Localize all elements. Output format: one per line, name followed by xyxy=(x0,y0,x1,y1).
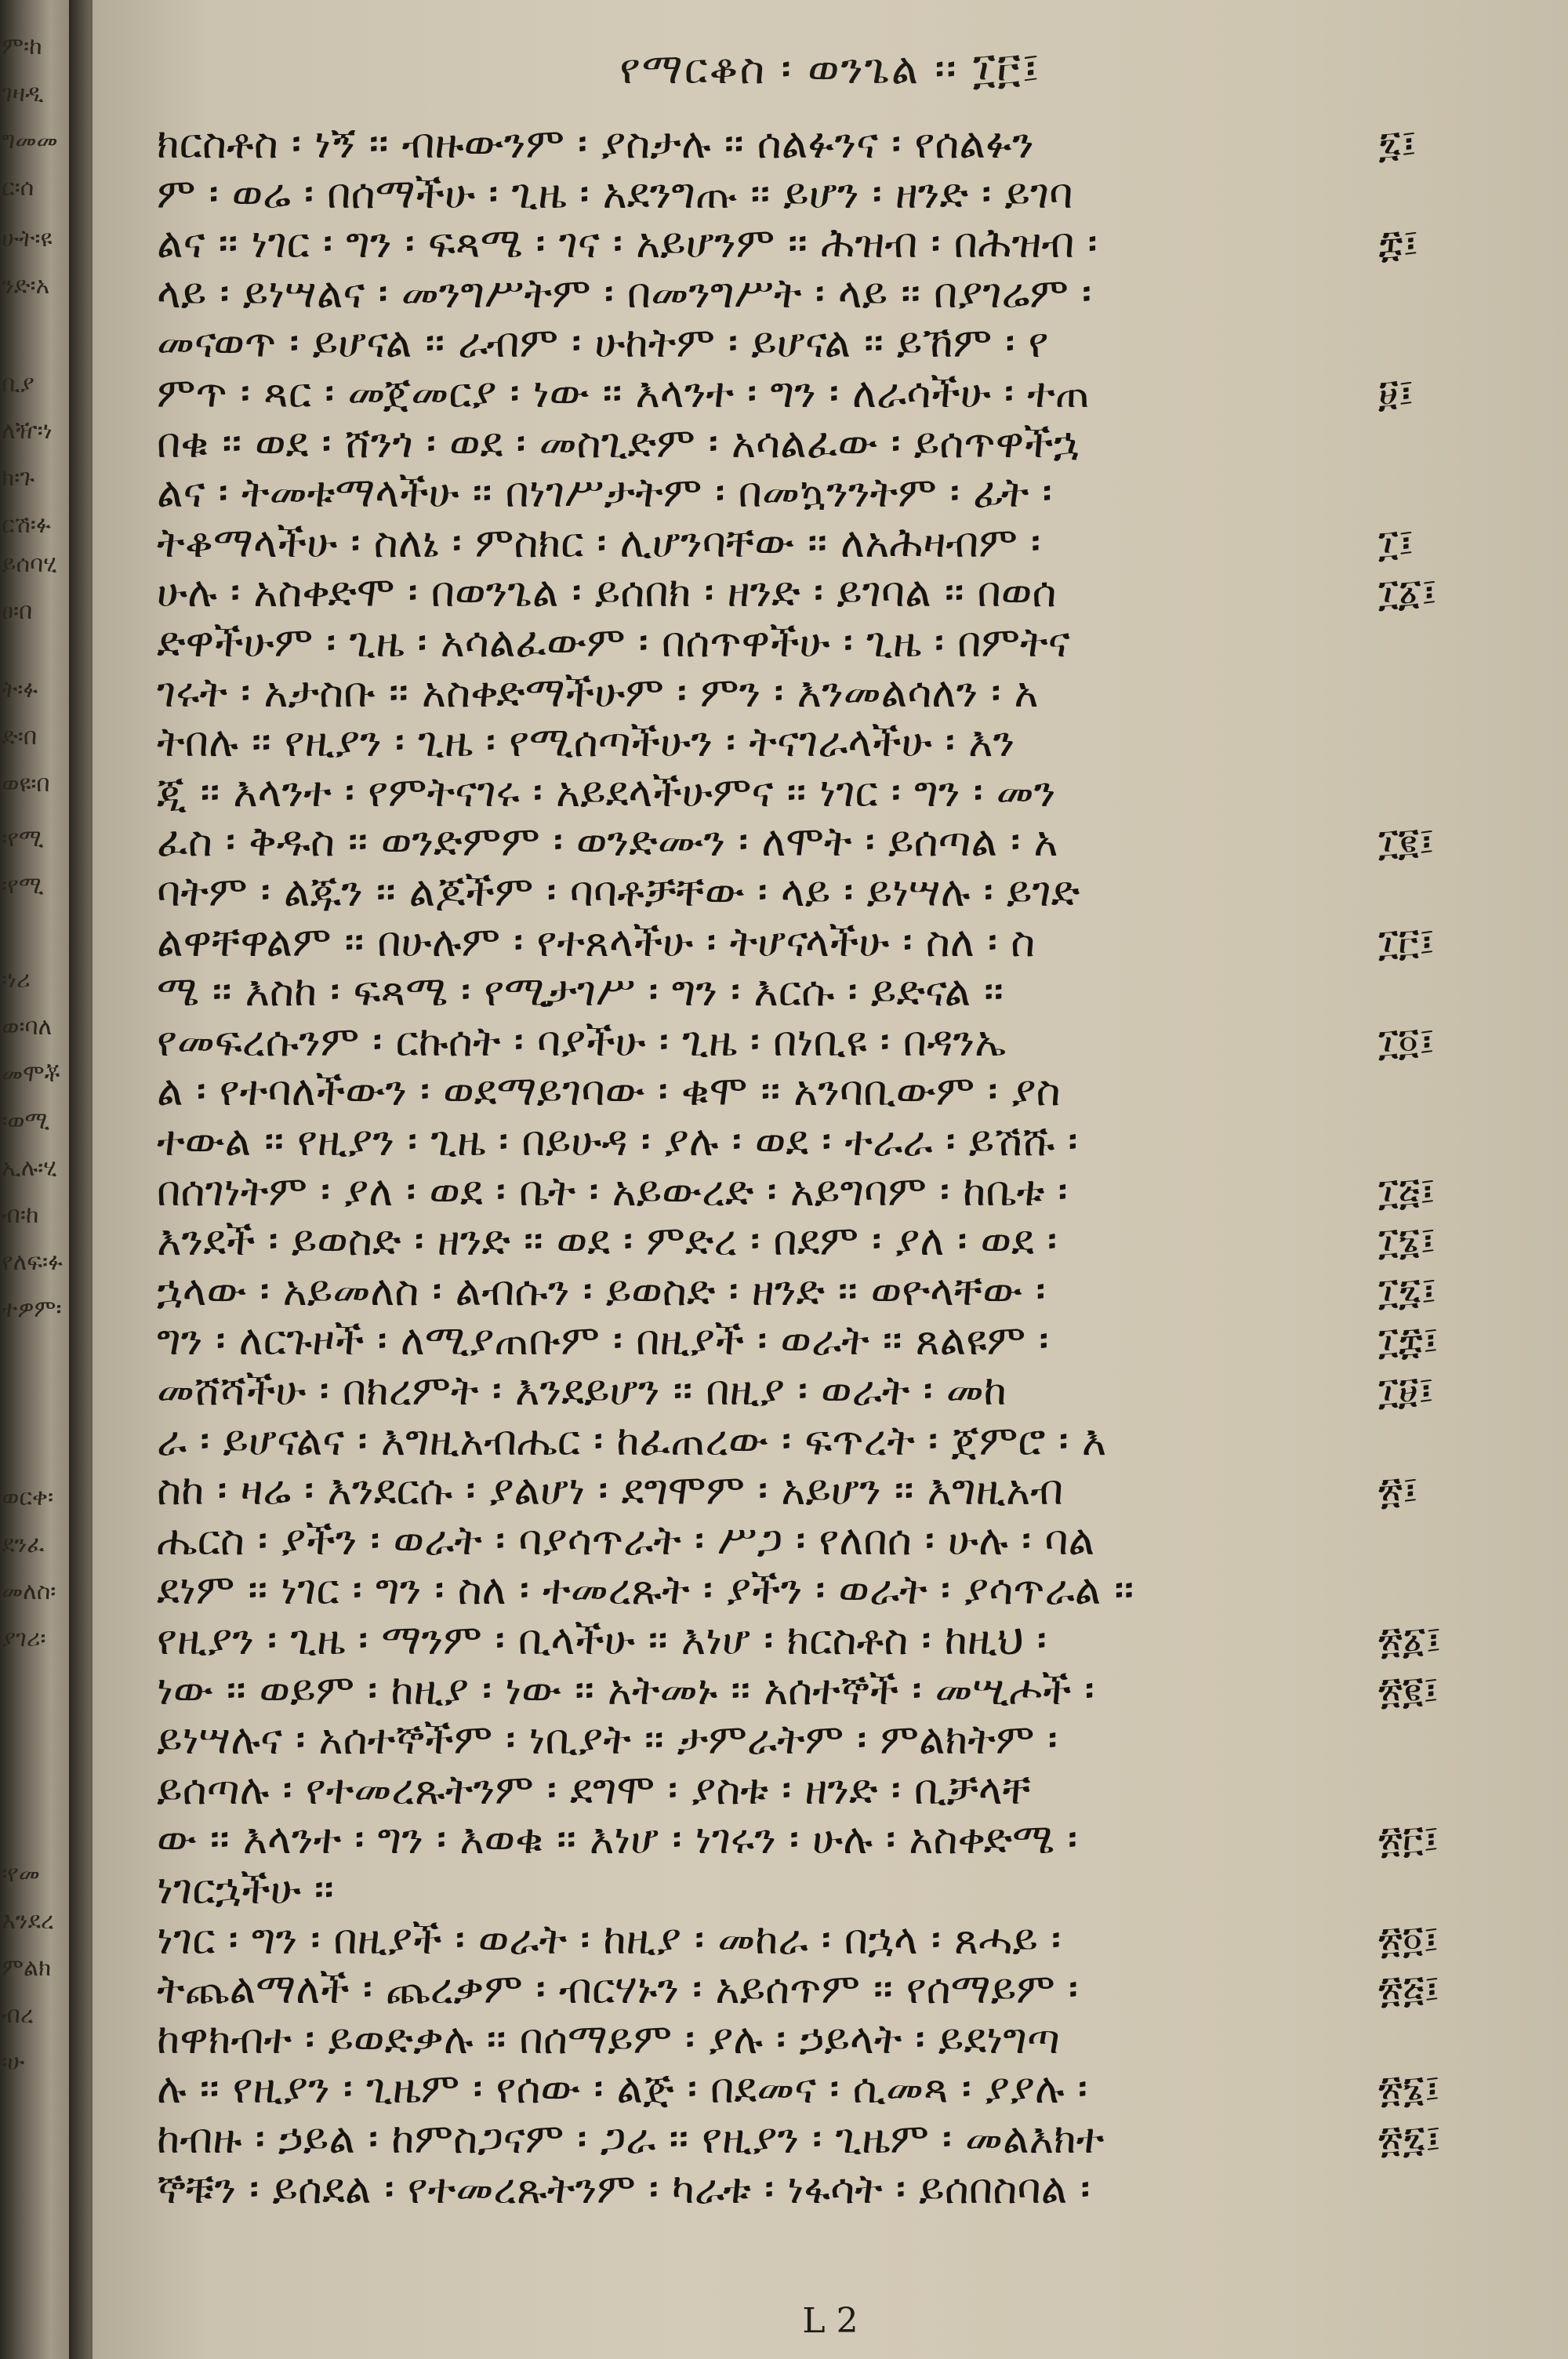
left-page-fragment: ርሽ፡ፉ xyxy=(2,511,52,539)
verse-number: ፲፬፤ xyxy=(1378,1020,1435,1064)
text-line: ክርስቶስ ፡ ነኝ ፡፡ ብዙውንም ፡ ያስታሉ ፡፡ ሰልፉንና ፡ የሰልፉን xyxy=(157,120,1034,168)
text-line: ው ፡፡ እላንተ ፡ ግን ፡ እወቁ ፡፡ እነሆ ፡ ነገሩን ፡ ሁሉ ፡ አስቀድሜ ፡ xyxy=(157,1816,1078,1863)
verse-number: ፯፤ xyxy=(1378,122,1417,166)
text-line: በቁ ፡፡ ወደ ፡ ሸንጎ ፡ ወደ ፡ መስጊድም ፡ አሳልፈው ፡ ይሰጥዋችኋ xyxy=(157,420,1080,467)
verse-number: ፲፫፤ xyxy=(1378,921,1435,965)
verse-number: ፲፰፤ xyxy=(1378,1319,1439,1363)
left-page-fragment: ት፡ፉ xyxy=(2,676,38,703)
left-page-fragment: ኢሉ፡ሂ xyxy=(2,1154,57,1182)
text-line: ልና ፡ ትመቱማላችሁ ፡፡ በነገሥታትም ፡ በመኳንንትም ፡ ፊት ፡ xyxy=(157,469,1052,517)
verse-number: ፲፩፤ xyxy=(1378,571,1437,615)
verse-number: ፳፬፤ xyxy=(1378,1918,1439,1962)
left-page-fragment: ም፡ከ xyxy=(2,33,42,60)
text-line: ነገር ፡ ግን ፡ በዚያች ፡ ወራት ፡ ከዚያ ፡ መከራ ፡ በኋላ ፡ ጸሓይ ፡ xyxy=(157,1916,1062,1964)
verse-number: ፲፯፤ xyxy=(1378,1270,1437,1314)
text-line: ኋላው ፡ አይመለስ ፡ ልብሱን ፡ ይወስድ ፡ ዘንድ ፡፡ ወዮላቸው ፡ xyxy=(157,1267,1046,1315)
left-page-fragment: ሁት፡ዩ xyxy=(2,225,53,253)
left-page-fragment: ደንፈ xyxy=(2,1531,45,1558)
text-line: ትጨልማለች ፡ ጨረቃም ፡ ብርሃኑን ፡ አይሰጥም ፡፡ የሰማይም ፡ xyxy=(157,1965,1079,2013)
left-page-fragment: ፡የሚ xyxy=(2,825,44,852)
text-line: ም ፡ ወሬ ፡ በሰማችሁ ፡ ጊዜ ፡ አደንግጡ ፡፡ ይሆን ፡ ዘንድ ፡ ይገባ xyxy=(157,170,1073,218)
left-page-fragment: መሞቾ xyxy=(2,1060,60,1088)
left-page-fragment: ፡የሚ xyxy=(2,872,44,900)
verse-number: ፳፯፤ xyxy=(1378,2117,1441,2161)
left-page-fragment: የለፍ፡ፉ xyxy=(2,1249,64,1276)
verse-number: ፳፫፤ xyxy=(1378,1818,1439,1862)
verse-number: ፳፭፤ xyxy=(1378,1968,1440,2012)
text-line: ይሰጣሉ ፡ የተመረጹትንም ፡ ደግሞ ፡ ያስቱ ፡ ዘንድ ፡ ቢቻላቸ xyxy=(157,1766,1032,1814)
text-line: ትበሉ ፡፡ የዚያን ፡ ጊዜ ፡ የሚሰጣችሁን ፡ ትናገራላችሁ ፡ እን xyxy=(157,718,1015,766)
text-line: ል ፡ የተባለችውን ፡ ወደማይገባው ፡ ቁሞ ፡፡ አንባቢውም ፡ ያስ xyxy=(157,1067,1061,1115)
text-line: ሜ ፡፡ እስከ ፡ ፍጻሜ ፡ የሚታገሥ ፡ ግን ፡ እርሱ ፡ ይድናል ፡፡ xyxy=(157,968,1004,1016)
text-line: ከብዙ ፡ ኃይል ፡ ከምስጋናም ፡ ጋራ ፡፡ የዚያን ፡ ጊዜም ፡ መልእክተ xyxy=(157,2115,1105,2163)
verse-number: ፲፪፤ xyxy=(1378,820,1435,864)
left-page-fragment: ግመመ xyxy=(2,127,58,154)
book-page xyxy=(93,0,1568,2359)
text-line: መናወጥ ፡ ይሆናል ፡፡ ራብም ፡ ሁከትም ፡ ይሆናል ፡፡ ይኸም ፡ የ xyxy=(157,319,1049,367)
left-page-fragment: ቢያ xyxy=(2,370,34,398)
text-line: ልና ፡፡ ነገር ፡ ግን ፡ ፍጻሜ ፡ ገና ፡ አይሆንም ፡፡ ሕዝብ ፡ በሕዝብ ፡ xyxy=(157,220,1098,267)
left-page-fragment: ብረ xyxy=(2,2001,34,2029)
text-line: ሔርስ ፡ ያችን ፡ ወራት ፡ ባያሳጥራት ፡ ሥጋ ፡ የለበሰ ፡ ሁሉ ፡ ባል xyxy=(157,1517,1095,1565)
left-page-fragment: ያገሪ፡ xyxy=(2,1625,46,1652)
text-line: በሰገነትም ፡ ያለ ፡ ወደ ፡ ቤት ፡ አይውረድ ፡ አይግባም ፡ ከቤቱ ፡ xyxy=(157,1168,1068,1216)
left-page-fragment: ፡የመ xyxy=(2,1860,40,1888)
text-line: ደነም ፡፡ ነገር ፡ ግን ፡ ስለ ፡ ተመረጹት ፡ ያችን ፡ ወራት ፡ ያሳጥራል ፡፡ xyxy=(157,1566,1134,1614)
verse-number: ፱፤ xyxy=(1378,372,1414,416)
left-page-fragment: ተዎም፡ xyxy=(2,1296,62,1323)
text-line: ጂ ፡፡ እላንተ ፡ የምትናገሩ ፡ አይደላችሁምና ፡፡ ነገር ፡ ግን ፡ መን xyxy=(157,769,1056,816)
text-line: እንደች ፡ ይወስድ ፡ ዘንድ ፡፡ ወደ ፡ ምድረ ፡ በደም ፡ ያለ ፡ ወደ ፡ xyxy=(157,1217,1058,1265)
text-line: ግን ፡ ለርጉዞች ፡ ለሚያጠቡም ፡ በዚያች ፡ ወራት ፡፡ ጸልዩም ፡ xyxy=(157,1317,1049,1365)
left-page-fragment: ፡ወሚ xyxy=(2,1107,50,1135)
text-line: የመፍረሱንም ፡ ርኩሰት ፡ ባያችሁ ፡ ጊዜ ፡ በነቢዩ ፡ በዳንኤ xyxy=(157,1018,1007,1066)
text-line: ልዋቸዋልም ፡፡ በሁሉም ፡ የተጸላችሁ ፡ ትሆናላችሁ ፡ ስለ ፡ ስ xyxy=(157,918,1036,966)
left-facing-page xyxy=(0,0,72,2359)
verse-number: ፳፩፤ xyxy=(1378,1619,1442,1663)
text-line: ስከ ፡ ዛሬ ፡ እንደርሱ ፡ ያልሆነ ፡ ደግሞም ፡ አይሆን ፡፡ እግዚአብ xyxy=(157,1467,1064,1514)
left-page-fragment: ፀ፡በ xyxy=(2,598,33,625)
text-line: ድዋችሁም ፡ ጊዜ ፡ አሳልፈውም ፡ በሰጥዋችሁ ፡ ጊዜ ፡ በምትና xyxy=(157,619,1070,667)
text-line: ይነሣሉና ፡ አሰተኞችም ፡ ነቢያት ፡፡ ታምራትም ፡ ምልክትም ፡ xyxy=(157,1716,1058,1764)
left-page-fragment: ለዥ፡ነ xyxy=(2,417,53,445)
text-line: ተውል ፡፡ የዚያን ፡ ጊዜ ፡ በይሁዳ ፡ ያሉ ፡ ወደ ፡ ተራራ ፡ ይሽሹ ፡ xyxy=(157,1118,1078,1165)
left-page-fragment: ድ፡በ xyxy=(2,723,38,751)
text-line: ላይ ፡ ይነሣልና ፡ መንግሥትም ፡ በመንግሥት ፡ ላይ ፡፡ በያገሬም ፡ xyxy=(157,270,1092,318)
left-page-fragment: ይሰባሂ xyxy=(2,551,57,578)
text-line: ትቆማላችሁ ፡ ስለኔ ፡ ምስክር ፡ ሊሆንባቸው ፡፡ ለአሕዛብም ፡ xyxy=(157,519,1041,567)
text-line: ሉ ፡፡ የዚያን ፡ ጊዜም ፡ የሰው ፡ ልጅ ፡ በደመና ፡ ሲመጻ ፡ ያያሉ ፡ xyxy=(157,2065,1088,2113)
text-line: ባትም ፡ ልጁን ፡፡ ልጆችም ፡ ባባቶቻቸው ፡ ላይ ፡ ይነሣሉ ፡ ይገድ xyxy=(157,868,1080,916)
text-line: ራ ፡ ይሆናልና ፡ እግዚአብሔር ፡ ከፈጠረው ፡ ፍጥረት ፡ ጀምሮ ፡ እ xyxy=(157,1417,1107,1465)
verse-number: ፰፤ xyxy=(1378,222,1419,266)
running-head: የማርቆስ ፡ ወንጌል ፡፡ ፲፫፤ xyxy=(619,44,1041,93)
left-page-fragment: ንድ፡አ xyxy=(2,272,50,300)
left-page-fragment: ክ፡ጉ xyxy=(2,464,35,492)
text-line: ከዋክብተ ፡ ይወድቃሉ ፡፡ በሰማይም ፡ ያሉ ፡ ኃይላት ፡ ይደነግጣ xyxy=(157,2016,1060,2063)
text-line: የዚያን ፡ ጊዜ ፡ ማንም ፡ ቢላችሁ ፡፡ እነሆ ፡ ክርስቶስ ፡ ከዚህ ፡ xyxy=(157,1616,1047,1664)
text-line: ገሩት ፡ አታስቡ ፡፡ አስቀድማችሁም ፡ ምን ፡ እንመልሳለን ፡ አ xyxy=(157,669,1039,717)
left-page-fragment: ፡ሁ xyxy=(2,2048,25,2076)
left-page-fragment: ወ፡ባለ xyxy=(2,1013,53,1041)
text-line: መሸሻችሁ ፡ በክረምት ፡ እንደይሆን ፡፡ በዚያ ፡ ወራት ፡ መከ xyxy=(157,1367,1007,1415)
left-page-fragment: ምልክ xyxy=(2,1954,52,1982)
verse-number: ፲፮፤ xyxy=(1378,1219,1436,1263)
text-line: ኞቹን ፡ ይሰደል ፡ የተመረጹትንም ፡ ካራቱ ፡ ነፋሳት ፡ ይሰበስባል ፡ xyxy=(157,2165,1091,2213)
text-line: ሁሉ ፡ አስቀድሞ ፡ በወንጌል ፡ ይሰበክ ፡ ዘንድ ፡ ይገባል ፡፡ በወሰ xyxy=(157,569,1057,616)
left-page-fragment: ወርቀ፡ xyxy=(2,1484,54,1511)
verse-number: ፲፱፤ xyxy=(1378,1369,1434,1413)
left-page-fragment: መለስ፡ xyxy=(2,1578,56,1605)
left-page-fragment: እንደረ xyxy=(2,1907,54,1935)
folio: L 2 xyxy=(802,2301,858,2341)
verse-number: ፳፤ xyxy=(1378,1469,1418,1513)
verse-number: ፳፮፤ xyxy=(1378,2067,1440,2111)
verse-number: ፲፤ xyxy=(1378,522,1414,565)
left-page-fragment: ፡ነሪ xyxy=(2,966,31,994)
text-line: ነገርኋችሁ ፡፡ xyxy=(157,1866,334,1914)
text-line: ፈስ ፡ ቅዱስ ፡፡ ወንድምም ፡ ወንድሙን ፡ ለሞት ፡ ይሰጣል ፡ አ xyxy=(157,818,1058,866)
left-page-fragment: ገዛዲ xyxy=(2,80,44,107)
text-line: ነው ፡፡ ወይም ፡ ከዚያ ፡ ነው ፡፡ አትመኑ ፡፡ አሰተኞች ፡ መሢሖች ፡ xyxy=(157,1667,1094,1714)
left-page-fragment: ር፡ሰ xyxy=(2,174,34,202)
verse-number: ፳፪፤ xyxy=(1378,1669,1439,1713)
left-page-fragment: ብ፡ከ xyxy=(2,1201,39,1229)
left-page-fragment: ወዩ፡በ xyxy=(2,770,50,798)
text-line: ምጥ ፡ ጻር ፡ መጀመርያ ፡ ነው ፡፡ እላንተ ፡ ግን ፡ ለራሳችሁ ፡ ተጠ xyxy=(157,369,1090,417)
verse-number: ፲፭፤ xyxy=(1378,1170,1436,1214)
